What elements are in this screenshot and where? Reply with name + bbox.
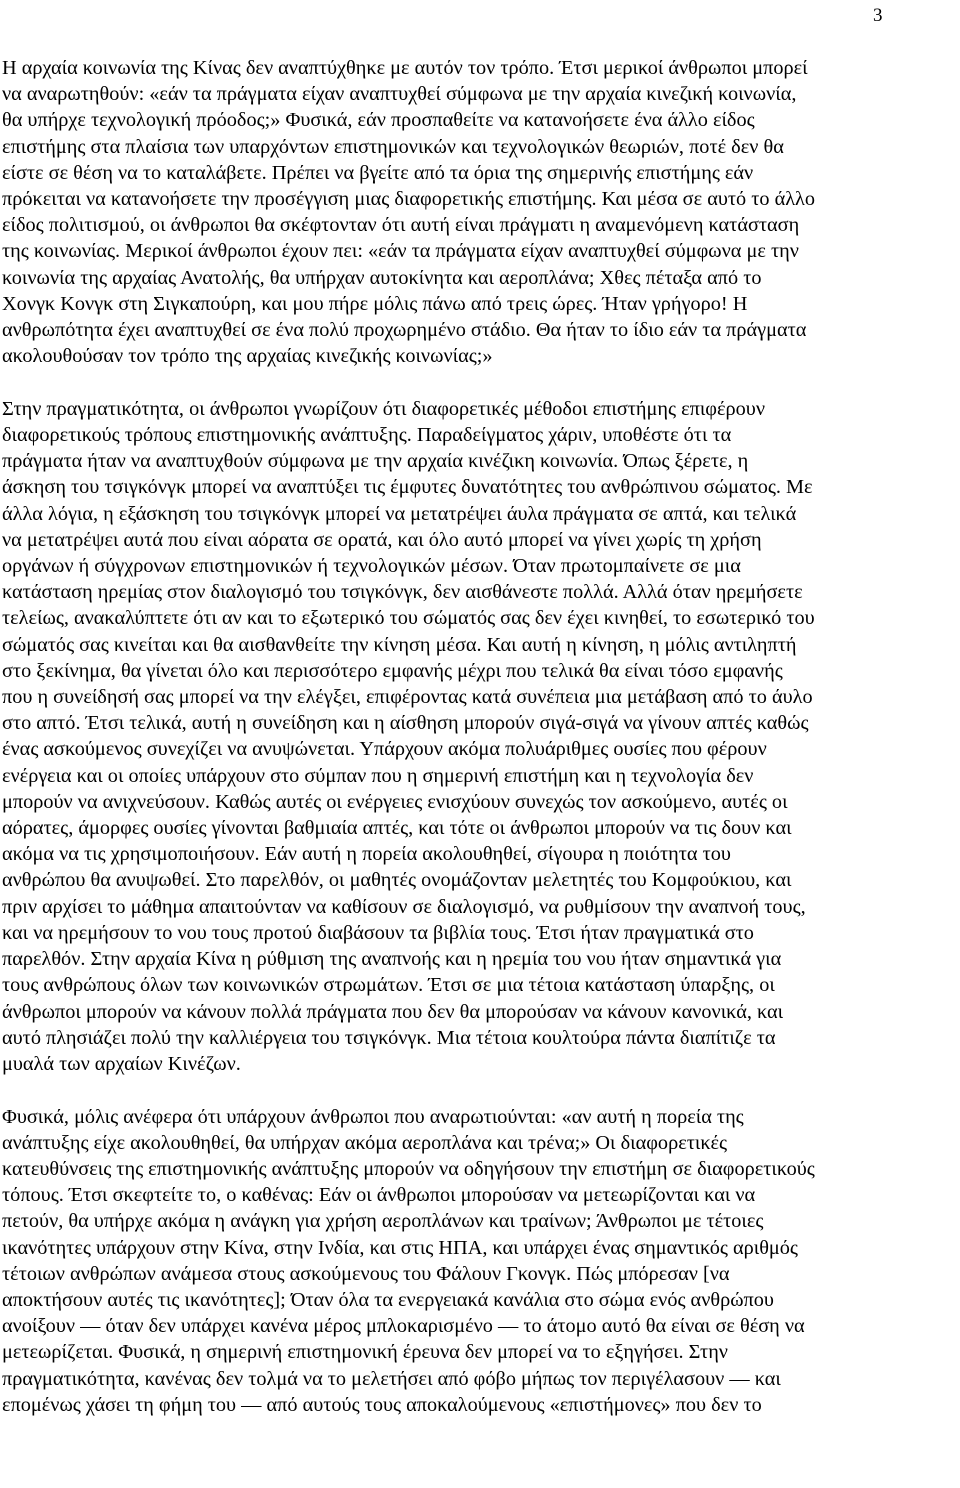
text-line: ικανότητες υπάρχουν στην Κίνα, στην Ινδία, και στις ΗΠΑ, και υπάρχει ένας σημαντικός αριθμός bbox=[2, 1236, 798, 1259]
text-line: οργάνων ή σύγχρονων επιστημονικών ή τεχνολογικών μέσων. Όταν πρωτομπαίνετε σε μια bbox=[2, 555, 741, 578]
text-line: τόπους. Έτσι σκεφτείτε το, ο καθένας: Εάν οι άνθρωποι μπορούσαν να μετεωρίζονται και να bbox=[2, 1184, 756, 1207]
text-line: και να ηρεμήσουν το νου τους προτού διαβάσουν τα βιβλία τους. Έτσι ήταν πραγματικά στο bbox=[2, 921, 754, 944]
text-line: πραγματικότητα, κανένας δεν τολμά να το μελετήσει από φόβο μήπως τον περιγέλασουν — και bbox=[2, 1367, 781, 1390]
text-line: Στην πραγματικότητα, οι άνθρωποι γνωρίζουν ότι διαφορετικές μέθοδοι επιστήμης επιφέρουν bbox=[2, 397, 766, 420]
text-line: Η αρχαία κοινωνία της Κίνας δεν αναπτύχθηκε με αυτόν τον τρόπο. Έτσι μερικοί άνθρωποι μπορεί bbox=[2, 57, 808, 79]
text-line: στο ξεκίνημα, θα γίνεται όλο και περισσότερο εμφανής μέχρι που τελικά θα είναι τόσο εμφανής bbox=[2, 659, 783, 682]
text-line: ανθρωπότητα έχει αναπτυχθεί σε ένα πολύ προχωρημένο στάδιο. Θα ήταν το ίδιο εάν τα πράγματα bbox=[2, 319, 807, 342]
text-line: της κοινωνίας. Μερικοί άνθρωποι έχουν πει: «εάν τα πράγματα είχαν αναπτυχθεί σύμφωνα με την bbox=[2, 240, 799, 263]
text-line: πετούν, θα υπήρχε ακόμα η ανάγκη για χρήση αεροπλάνων και τραίνων; Άνθρωποι με τέτοιες bbox=[2, 1210, 764, 1233]
text-line: τελείως, ανακαλύπτετε ότι αν και το εξωτερικό του σώματός σας δεν έχει κινηθεί, το εσωτερικό του bbox=[2, 607, 815, 630]
text-line: κοινωνία της αρχαίας Ανατολής, θα υπήρχαν αυτοκίνητα και αεροπλάνα; Χθες πέταξα από το bbox=[2, 266, 762, 289]
text-line: επιστήμης στα πλαίσια των υπαρχόντων επιστημονικών και τεχνολογικών θεωριών, ποτέ δεν θα bbox=[2, 135, 784, 158]
text-line: πρόκειται να κατανοήσετε την προσέγγιση μιας διαφορετικής επιστήμης. Και μέσα σε αυτό το άλλο bbox=[2, 188, 816, 211]
text-line: Φυσικά, μόλις ανέφερα ότι υπάρχουν άνθρωποι που αναρωτιούνται: «αν αυτή η πορεία της bbox=[2, 1105, 744, 1128]
text-line: ακολουθούσαν τον τρόπο της αρχαίας κινεζικής κοινωνίας;» bbox=[2, 345, 493, 368]
text-line: ένας ασκούμενος συνεχίζει να ανυψώνεται. Υπάρχουν ακόμα πολυάριθμες ουσίες που φέρουν bbox=[2, 738, 767, 761]
text-line: ανάπτυξης είχε ακολουθηθεί, θα υπήρχαν ακόμα αεροπλάνα και τρένα;» Οι διαφορετικές bbox=[2, 1131, 728, 1154]
text-line: άσκηση του τσιγκόνγκ μπορεί να αναπτύξει τις έμφυτες δυνατότητες του ανθρώπινου σώματος. Με bbox=[2, 476, 813, 499]
page-number: 3 bbox=[873, 5, 883, 26]
paragraph bbox=[2, 396, 954, 1077]
text-line: μπορούν να ανιχνεύσουν. Καθώς αυτές οι ενέργειες ενισχύουν συνεχώς τον ασκούμενο, αυτές οι bbox=[2, 790, 788, 813]
text-line: παρελθόν. Στην αρχαία Κίνα η ρύθμιση της αναπνοής και η ηρεμία του νου ήταν σημαντικά για bbox=[2, 948, 782, 971]
paragraph bbox=[2, 1104, 954, 1418]
text-line: θα υπήρχε τεχνολογική πρόοδος;» Φυσικά, εάν προσπαθείτε να κατανοήσετε ένα άλλο είδος bbox=[2, 109, 755, 132]
text-line: αόρατες, άμορφες ουσίες γίνονται βαθμιαία απτές, και τότε οι άνθρωποι μπορούν να τις δουν και bbox=[2, 817, 792, 840]
text-line: είδος πολιτισμού, οι άνθρωποι θα σκέφτονταν ότι αυτή είναι πράγματι η αναμενόμενη κατάσταση bbox=[2, 214, 800, 237]
text-line: ακόμα να τις χρησιμοποιήσουν. Εάν αυτή η πορεία ακολουθηθεί, σίγουρα η ποιότητα του bbox=[2, 843, 731, 866]
paragraph bbox=[2, 55, 954, 369]
text-line: είστε σε θέση να το καταλάβετε. Πρέπει να βγείτε από τα όρια της σημερινής επιστήμης εάν bbox=[2, 161, 754, 184]
text-line: στο απτό. Έτσι τελικά, αυτή η συνείδηση και η αίσθηση μπορούν σιγά-σιγά να γίνουν απτές καθώς bbox=[2, 712, 809, 735]
text-line: πράγματα ήταν να αναπτυχθούν σύμφωνα με την αρχαία κινέζικη κοινωνία. Όπως ξέρετε, η bbox=[2, 450, 749, 473]
text-line: ανοίξουν — όταν δεν υπάρχει κανένα μέρος μπλοκαρισμένο — το άτομο αυτό θα είναι σε θέση να bbox=[2, 1315, 805, 1338]
text-line: να μετατρέψει αυτά που είναι αόρατα σε ορατά, και όλο αυτό μπορεί να γίνει χωρίς τη χρήση bbox=[2, 528, 762, 551]
document-body bbox=[2, 55, 954, 1444]
text-line: τους ανθρώπους όλων των κοινωνικών στρωμάτων. Έτσι σε μια τέτοια κατάσταση ύπαρξης, οι bbox=[2, 974, 775, 997]
text-line: σώματός σας κινείται και θα αισθανθείτε την κίνηση μέσα. Και αυτή η κίνηση, η μόλις αντιληπτή bbox=[2, 633, 797, 656]
text-line: μετεωρίζεται. Φυσικά, η σημερινή επιστημονική έρευνα δεν μπορεί να το εξηγήσει. Στην bbox=[2, 1341, 728, 1364]
text-line: κατευθύνσεις της επιστημονικής ανάπτυξης μπορούν να οδηγήσουν την επιστήμη σε διαφορετικούς bbox=[2, 1157, 815, 1180]
text-line: τέτοιων ανθρώπων ανάμεσα στους ασκούμενους του Φάλουν Γκονγκ. Πώς μπόρεσαν [να bbox=[2, 1262, 730, 1285]
text-line: επομένως χάσει τη φήμη του — από αυτούς τους αποκαλούμενους «επιστήμονες» που δεν το bbox=[2, 1393, 762, 1416]
text-line: άλλα λόγια, η εξάσκηση του τσιγκόνγκ μπορεί να μετατρέψει άυλα πράγματα σε απτά, και τελικά bbox=[2, 502, 797, 525]
text-line: ενέργεια και οι οποίες υπάρχουν στο σύμπαν που η σημερινή επιστήμη και η τεχνολογία δεν bbox=[2, 764, 754, 787]
text-line: πριν αρχίσει το μάθημα απαιτούνταν να καθίσουν σε διαλογισμό, να ρυθμίσουν την αναπνοή τους, bbox=[2, 895, 806, 918]
text-line: κατάσταση ηρεμίας στον διαλογισμό του τσιγκόνγκ, δεν αισθάνεστε πολλά. Αλλά όταν ηρεμήσετε bbox=[2, 581, 803, 604]
text-line: να αναρωτηθούν: «εάν τα πράγματα είχαν αναπτυχθεί σύμφωνα με την αρχαία κινεζική κοινωνία, bbox=[2, 83, 797, 106]
text-line: άνθρωποι μπορούν να κάνουν πολλά πράγματα που δεν θα μπορούσαν να κάνουν κανονικά, και bbox=[2, 1000, 784, 1023]
text-line: αποκτήσουν αυτές τις ικανότητες]; Όταν όλα τα ενεργειακά κανάλια στο σώμα ενός ανθρώπου bbox=[2, 1288, 774, 1311]
text-line: διαφορετικούς τρόπους επιστημονικής ανάπτυξης. Παραδείγματος χάριν, υποθέστε ότι τα bbox=[2, 424, 732, 447]
text-line: μυαλά των αρχαίων Κινέζων. bbox=[2, 1052, 241, 1075]
text-line: Χονγκ Κονγκ στη Σιγκαπούρη, και μου πήρε μόλις πάνω από τρεις ώρες. Ήταν γρήγορο! Η bbox=[2, 292, 748, 315]
text-line: αυτό πλησιάζει πολύ την καλλιέργεια του τσιγκόνγκ. Μια τέτοια κουλτούρα πάντα διαπίτιζε τα bbox=[2, 1026, 776, 1049]
text-line: ανθρώπου θα ανυψωθεί. Στο παρελθόν, οι μαθητές ονομάζονταν μελετητές του Κομφούκιου, και bbox=[2, 869, 792, 892]
text-line: που η συνείδησή σας μπορεί να την ελέγξει, επιφέροντας κατά συνέπεια μια μετάβαση από το άυλο bbox=[2, 686, 813, 709]
